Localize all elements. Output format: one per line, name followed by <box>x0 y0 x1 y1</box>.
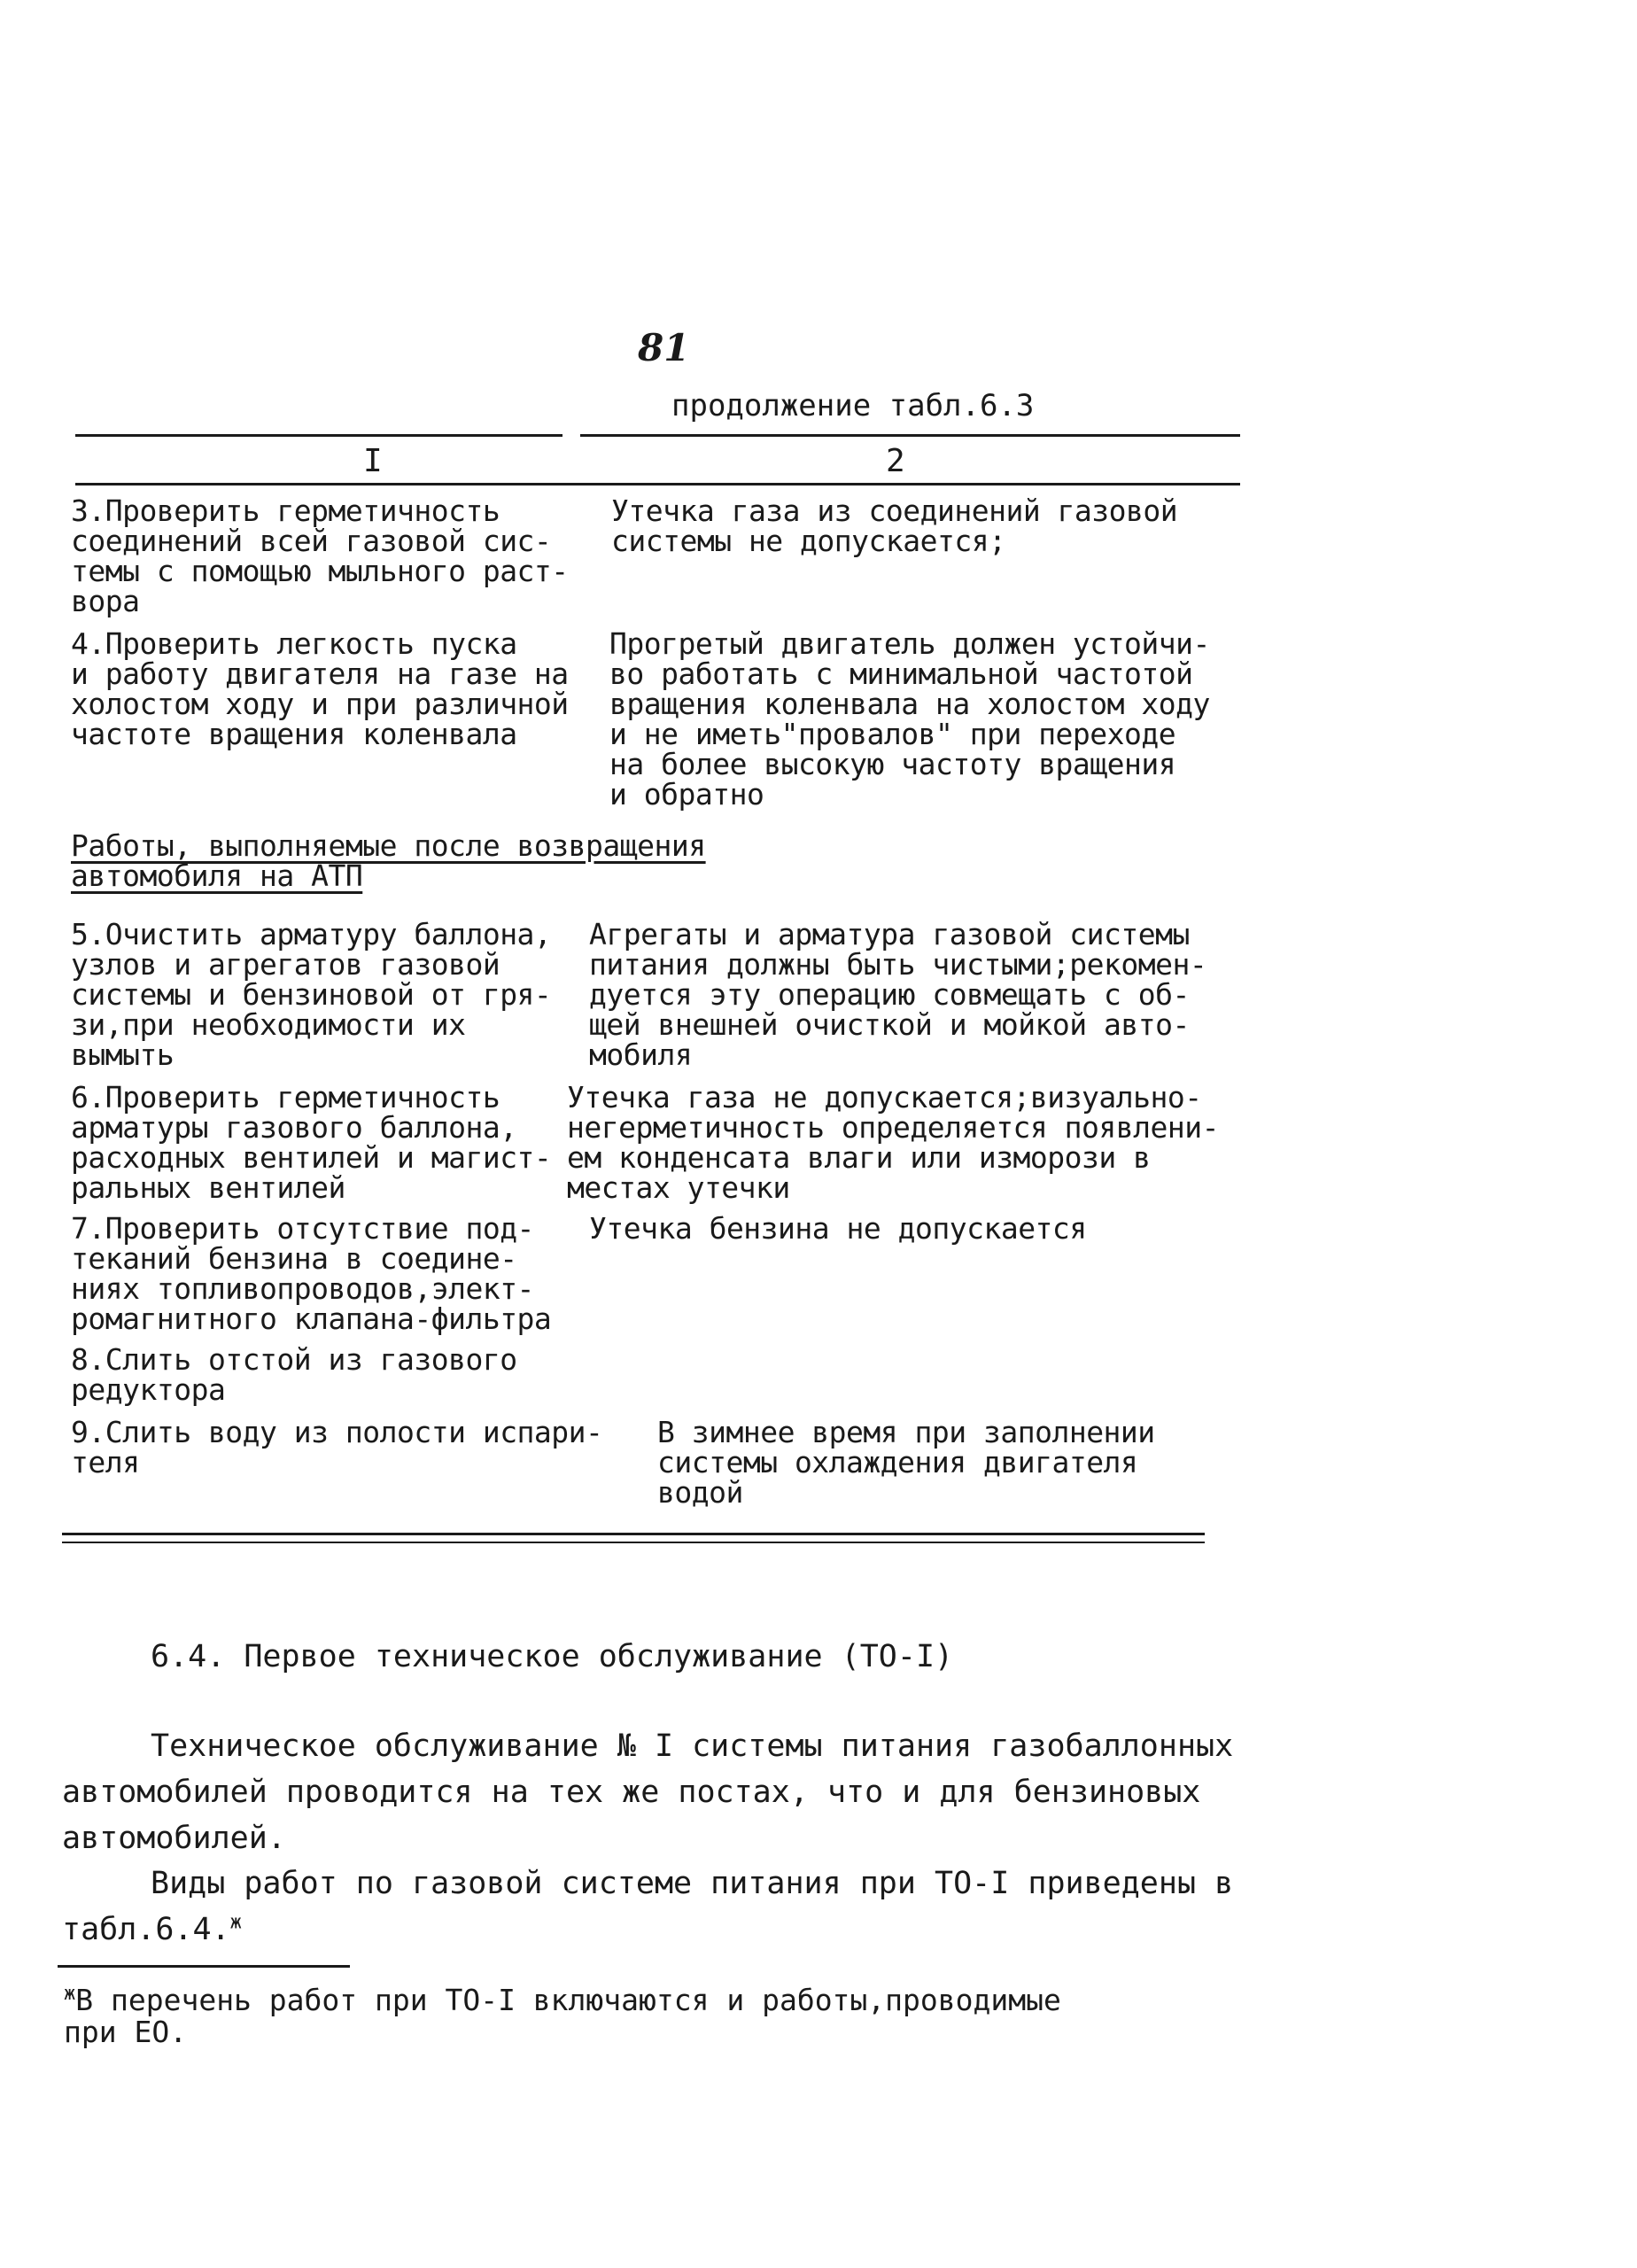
paragraph-1 <box>62 1723 1233 1861</box>
row-5-requirement: Агрегаты и арматура газовой системы питания должны быть чистыми;рекомен- дуется эту операцию совмещать с об- щей внешней очисткой и мойкой авто- мобиля <box>589 917 1207 1072</box>
row-5-task: 5.Очистить арматуру баллона, узлов и агрегатов газовой системы и бензиновой от гря- зи,при необходимости их вымыть <box>71 917 552 1072</box>
footnote-mark: ж <box>64 1983 76 2005</box>
table-bottom-rule-2 <box>62 1542 1205 1543</box>
row-9-requirement: В зимнее время при заполнении системы охлаждения двигателя водой <box>657 1415 1155 1510</box>
row-4-task: 4.Проверить легкость пуска и работу двигателя на газе на холостом ходу и при различной частоте вращения коленвала <box>71 626 569 751</box>
row-7-task: 7.Проверить отсутствие под- теканий бензина в соедине- ниях топливопроводов,элект- ромагнитного клапана-фильтра <box>71 1211 552 1336</box>
row-7-requirement: Утечка бензина не допускается <box>589 1211 1087 1246</box>
footnote-reference: ж <box>229 1911 242 1934</box>
table-caption: продолжение табл.6.3 <box>671 388 1035 423</box>
section-heading: 6.4. Первое техническое обслуживание (ТО-I) <box>151 1639 954 1674</box>
column-header-1: I <box>363 443 383 479</box>
row-9-task: 9.Слить воду из полости испари- теля <box>71 1415 603 1480</box>
paragraph-1-text: Техническое обслуживание № I системы питания газобаллонных автомобилей проводится на тех же постах, что и для бензиновых автомобилей. <box>62 1728 1234 1856</box>
column-header-2: 2 <box>886 443 905 479</box>
row-6-requirement: Утечка газа не допускается;визуально- негерметичность определяется появлени- ем конденсата влаги или изморози в местах утечки <box>567 1080 1219 1205</box>
footnote <box>64 1984 1061 2048</box>
table-header-rule <box>75 483 1240 485</box>
table-top-rule-right <box>580 434 1240 437</box>
footnote-rule <box>58 1965 350 1968</box>
table-subheading: Работы, выполняемые после возвращения автомобиля на АТП <box>71 828 706 893</box>
table-top-rule-left <box>75 434 562 437</box>
page-number: 81 <box>638 326 690 369</box>
row-3-requirement: Утечка газа из соединений газовой системы не допускается; <box>611 493 1178 558</box>
row-8-task: 8.Слить отстой из газового редуктора <box>71 1342 517 1407</box>
table-bottom-rule <box>62 1533 1205 1535</box>
footnote-text: В перечень работ при ТО-I включаются и работы,проводимые при ЕО. <box>64 1983 1061 2049</box>
row-4-requirement: Прогретый двигатель должен устойчи- во работать с минимальной частотой вращения коленвала на холостом ходу и не иметь"провалов" при переходе на более высокую частоту вращения и обратно <box>609 626 1210 812</box>
row-6-task: 6.Проверить герметичность арматуры газового баллона, расходных вентилей и магист- ральных вентилей <box>71 1080 552 1205</box>
paragraph-2 <box>62 1860 1233 1953</box>
paragraph-2-text: Виды работ по газовой системе питания при ТО-I приведены в табл.6.4. <box>62 1866 1234 1947</box>
row-3-task: 3.Проверить герметичность соединений всей газовой сис- темы с помощью мыльного раст- вора <box>71 493 569 618</box>
